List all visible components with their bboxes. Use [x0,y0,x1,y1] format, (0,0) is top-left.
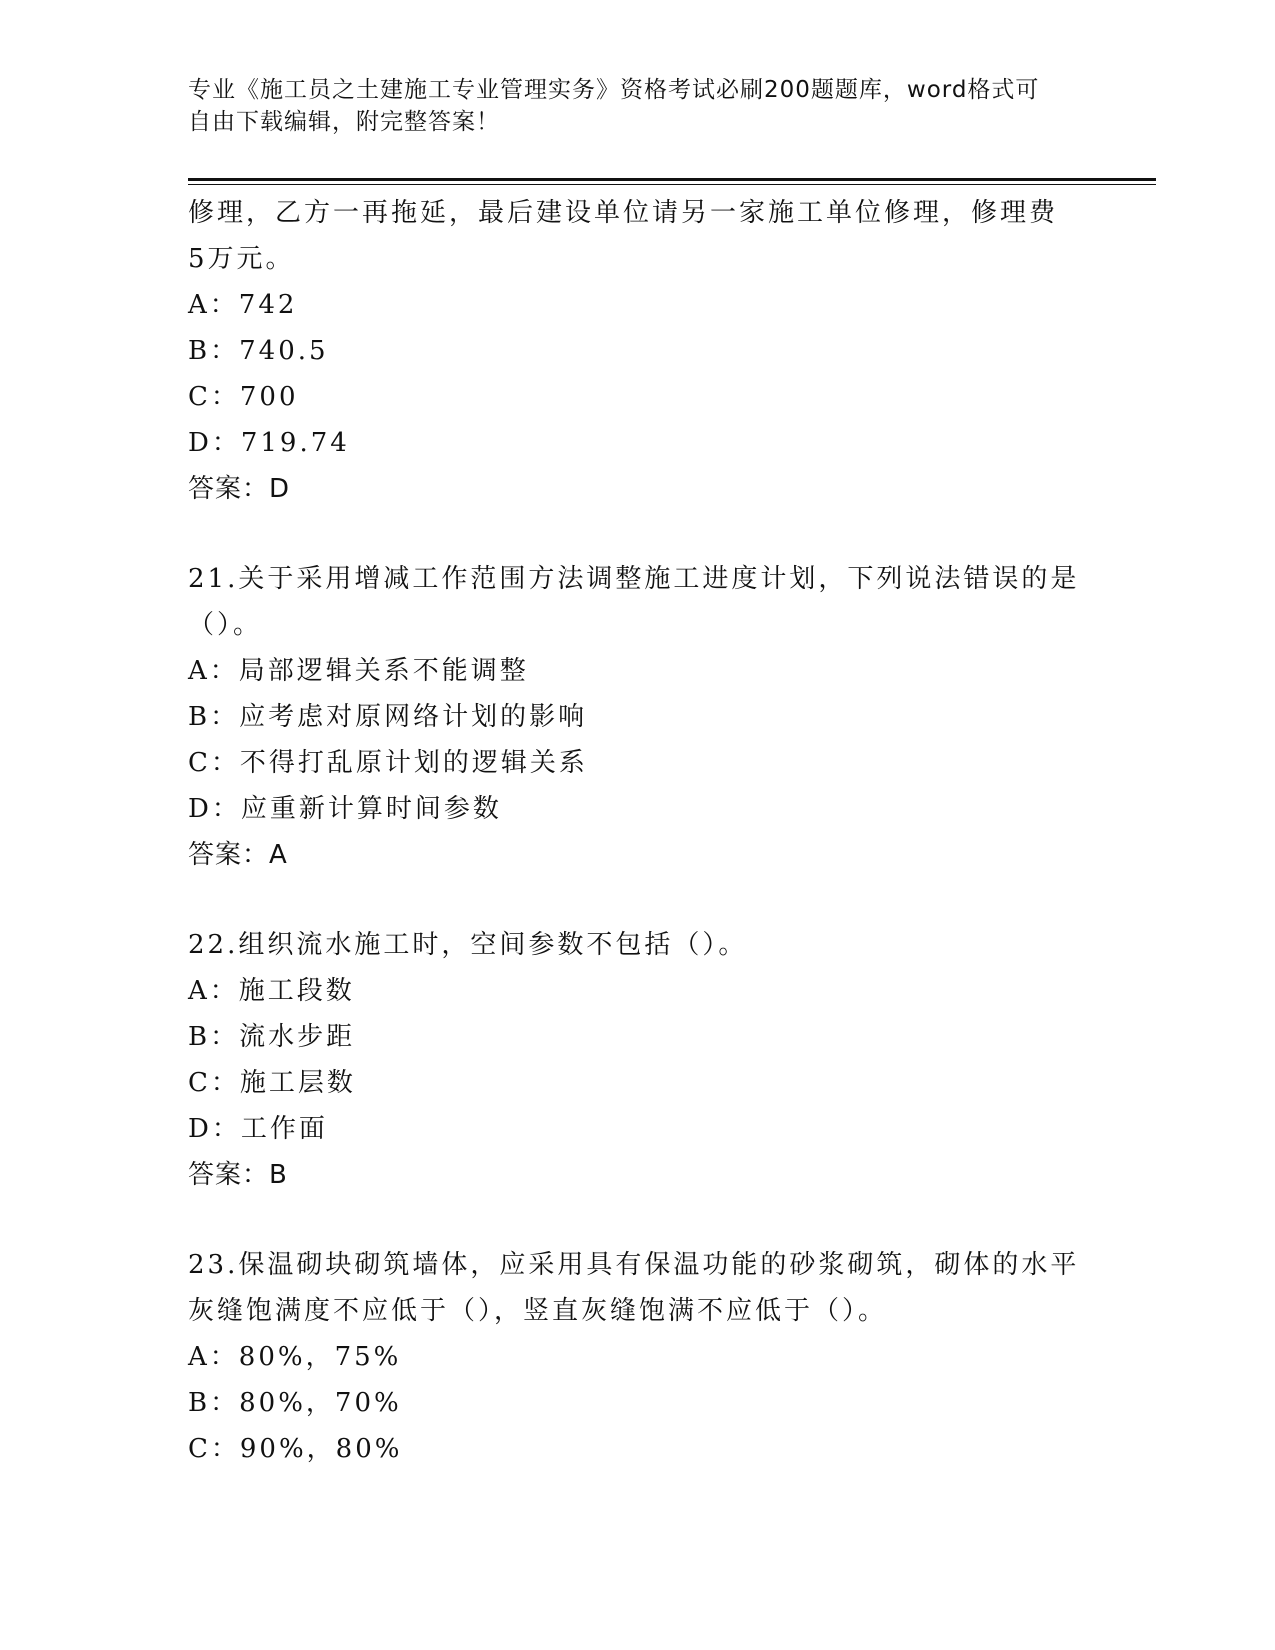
option-c: C：不得打乱原计划的逻辑关系 [188,748,588,778]
answer-line: 答案：D [188,474,291,504]
question-stem-line: 修理，乙方一再拖延，最后建设单位请另一家施工单位修理，修理费 [188,198,1059,228]
question-stem-line: 22.组织流水施工时，空间参数不包括（）。 [188,930,748,960]
header-title-line-1: 专业《施工员之土建施工专业管理实务》资格考试必刷200题题库，word格式可 [188,77,1040,103]
header-title-line-2: 自由下载编辑，附完整答案！ [188,109,500,135]
option-d: D：应重新计算时间参数 [188,794,502,824]
question-stem-line: （）。 [188,610,263,640]
header-divider-thick [188,178,1156,181]
question-stem-line: 灰缝饱满度不应低于（），竖直灰缝饱满不应低于（）。 [188,1296,888,1326]
option-b: B：应考虑对原网络计划的影响 [188,702,588,732]
option-a: A：80%，75% [188,1342,402,1372]
question-block-21 [188,556,1088,878]
option-d: D：719.74 [188,428,350,458]
option-c: C：施工层数 [188,1068,356,1098]
option-a: A：742 [188,290,298,320]
document-header [188,74,1088,138]
option-b: B：740.5 [188,336,329,366]
question-list [188,190,1088,1472]
option-b: B：流水步距 [188,1022,356,1052]
question-block-22 [188,922,1088,1198]
option-a: A：局部逻辑关系不能调整 [188,656,529,686]
question-stem-line: 23.保温砌块砌筑墙体，应采用具有保温功能的砂浆砌筑，砌体的水平 [188,1250,1080,1280]
option-a: A：施工段数 [188,976,355,1006]
option-d: D：工作面 [188,1114,328,1144]
question-block-23 [188,1242,1088,1472]
question-block-continued [188,190,1088,512]
question-stem-line: 21.关于采用增减工作范围方法调整施工进度计划，下列说法错误的是 [188,564,1080,594]
answer-line: 答案：B [188,1160,288,1190]
option-b: B：80%，70% [188,1388,402,1418]
answer-line: 答案：A [188,840,288,870]
option-c: C：700 [188,382,299,412]
header-divider-thin [188,184,1156,185]
question-stem-line: 5万元。 [188,244,295,274]
option-c: C：90%，80% [188,1434,403,1464]
